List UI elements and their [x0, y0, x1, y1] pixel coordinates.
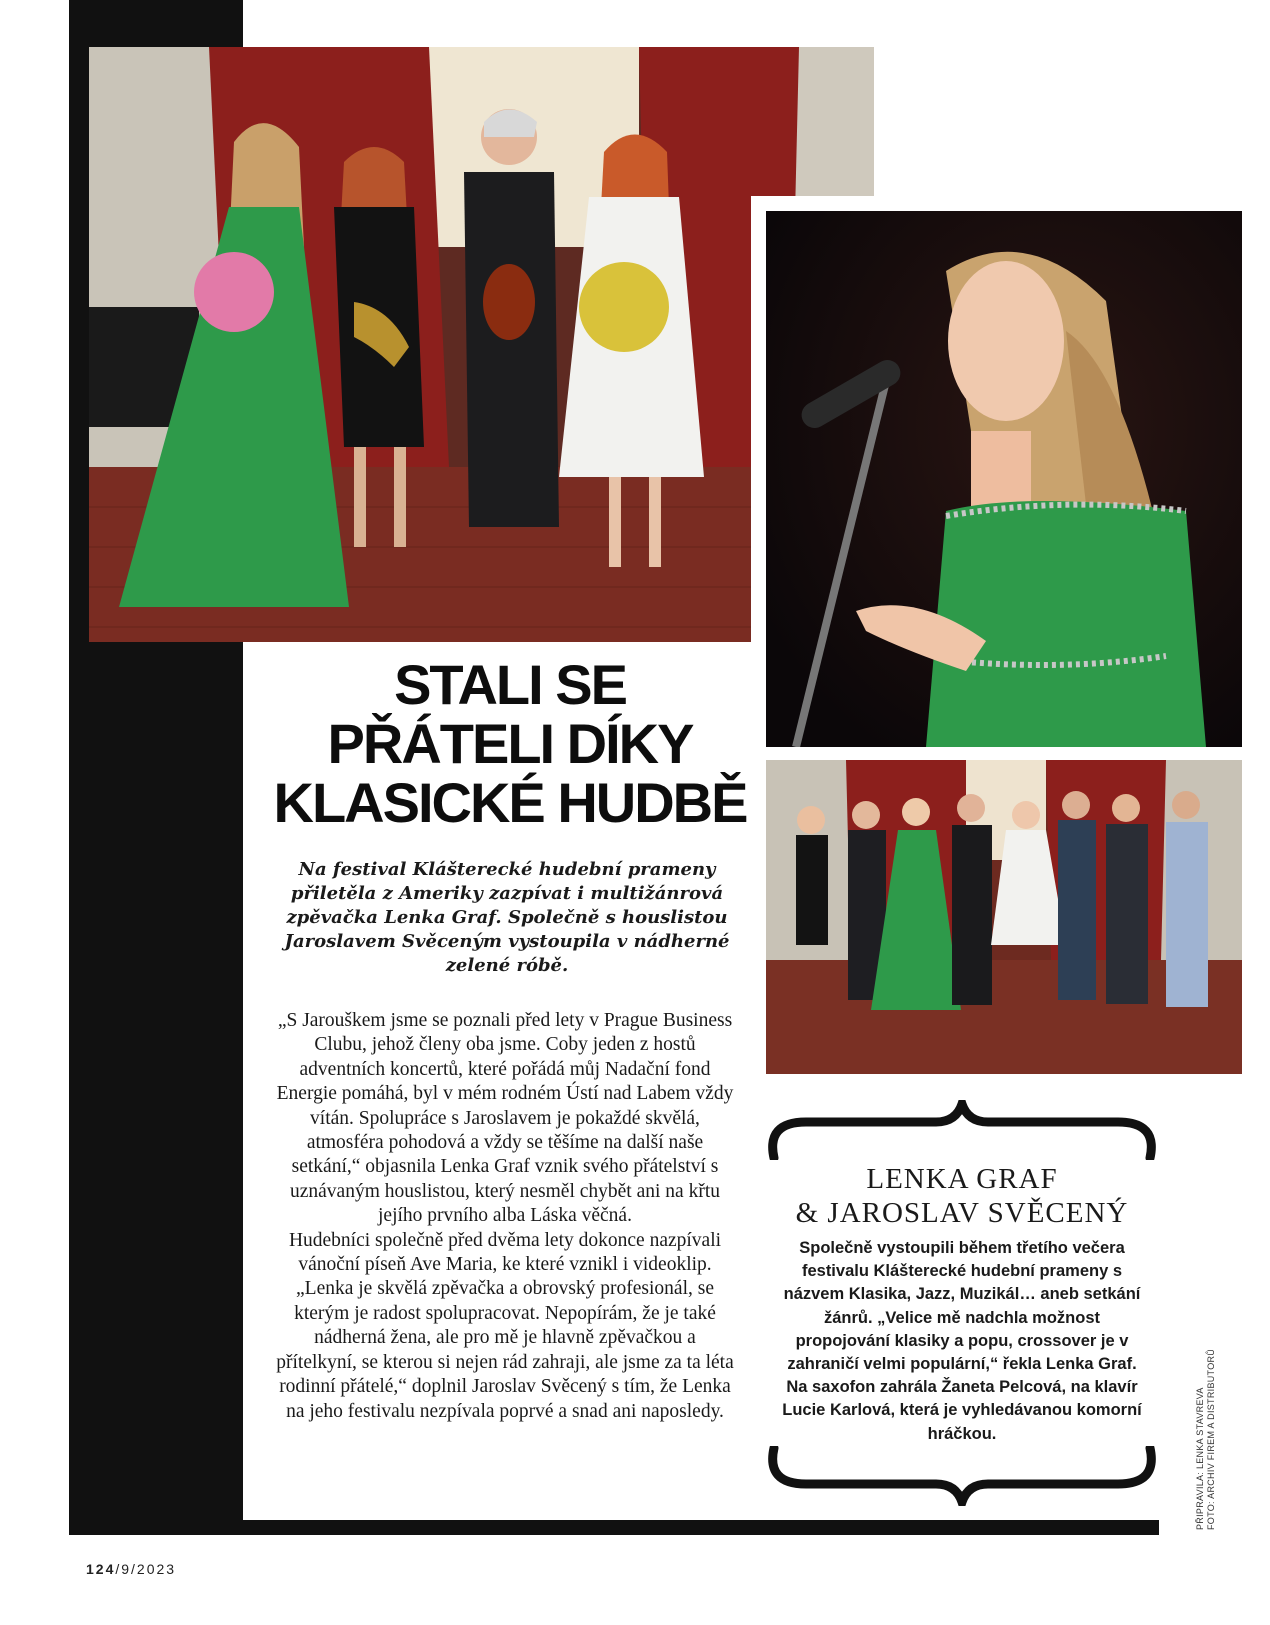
photo-group-of-eight — [766, 760, 1242, 1074]
box-text: Společně vystoupili během třetího večera festivalu Klášterecké hudební prameny s názvem Klasika, Jazz, Muzikál… aneb setkání žánrů. „Velice mě nadchla možnost propojování klasiky a popu, crossover je v zahraničí velmi populární,“ řekla Lenka Graf. Na saxofon zahrála Žaneta Pelcová, na klavír Lucie Karlová, která je vyhledávanou komorní hráčkou. — [782, 1239, 1142, 1443]
credit-line-1: PŘIPRAVILA: LENKA STAVREVA — [1195, 1387, 1205, 1530]
credit-line-2: FOTO: ARCHIV FIREM A DISTRIBUTORŮ — [1206, 1348, 1216, 1530]
box-title — [766, 1162, 1158, 1230]
top-curly-bracket-ornament — [766, 1100, 1158, 1160]
bottom-curly-bracket-ornament — [766, 1446, 1158, 1506]
title-line-2: PŘÁTELI DÍKY — [327, 712, 693, 775]
box-title-line-1: LENKA GRAF — [866, 1163, 1058, 1195]
page-folio — [86, 1561, 176, 1577]
article-body — [275, 1009, 735, 1424]
page-number: 124 — [86, 1561, 116, 1577]
title-line-1: STALI SE — [394, 653, 626, 716]
sidebar-box — [766, 1100, 1158, 1510]
page-title — [255, 655, 765, 832]
issue-number: /9/2023 — [115, 1561, 177, 1577]
bottom-rule — [69, 1520, 1159, 1535]
body-paragraph-1: „S Jarouškem jsme se poznali před lety v Prague Business Clubu, jehož členy oba jsme. Coby jeden z hostů adventních koncertů, které pořádá můj Nadační fond Energie pomáhá, byl v mém rodném Ústí nad Labem vždy vítán. Spolupráce s Jaroslavem je pokaždé skvělá, atmosféra pohodová a vždy se těšíme na další naše setkání,“ objasnila Lenka Graf vznik svého přátelství s uznávaným houslistou, který nesměl chybět ani na křtu jejího prvního alba Láska věčná. — [276, 1010, 734, 1227]
box-title-line-2: & JAROSLAV SVĚCENÝ — [795, 1197, 1129, 1229]
photo-singer-at-microphone — [766, 211, 1242, 747]
body-paragraph-2: Hudebníci společně před dvěma lety dokonce nazpívali vánoční píseň Ave Maria, ke které vznikl i videoklip. „Lenka je skvělá zpěvačka a obrovský profesionál, se kterým je radost spolupracovat. Nepopírám, že je také nádherná žena, ale pro mě je hlavně zpěvačkou a přítelkyní, se kterou si nejen rád zahraji, ale jsme za ta léta rodinní přátelé,“ doplnil Jaroslav Svěcený s tím, že Lenka na jeho festivalu nezpívala poprvé a snad ani naposledy. — [276, 1229, 734, 1422]
lead-paragraph: Na festival Klášterecké hudební prameny přiletěla z Ameriky zazpívat i multižánrová zpěvačka Lenka Graf. Společně s houslistou Jaroslavem Svěceným vystoupila v nádherné zelené róbě. — [284, 859, 730, 976]
title-line-3: KLASICKÉ HUDBĚ — [273, 771, 747, 834]
photo-credits — [1195, 1349, 1217, 1530]
